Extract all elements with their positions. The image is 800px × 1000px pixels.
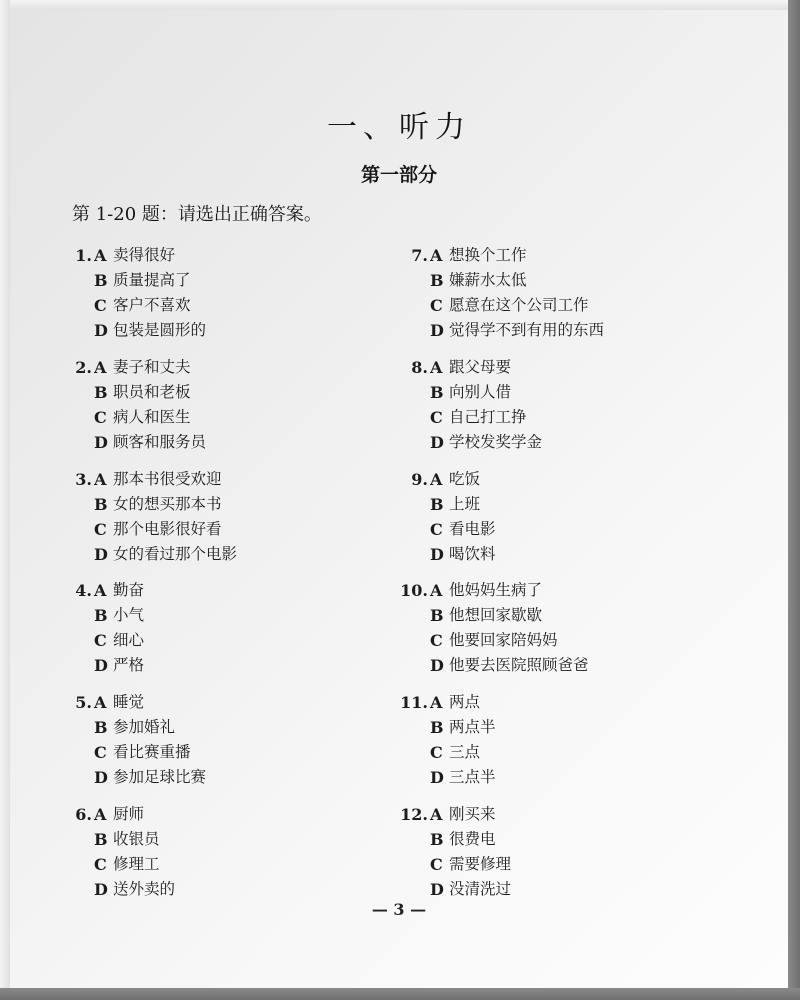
option-text: 学校发奖学金 [449, 433, 543, 451]
option-text: 他要去医院照顾爸爸 [449, 656, 589, 674]
option-text: 三点 [449, 743, 481, 761]
option-text: 病人和医生 [113, 408, 191, 426]
option-letter: D [94, 321, 108, 340]
option-letter: C [94, 296, 107, 315]
option-letter: A [94, 246, 107, 265]
option-letter: A [430, 693, 443, 712]
option-letter: A [94, 470, 107, 489]
option-text: 妻子和丈夫 [113, 358, 191, 376]
instruction-text: 第 1-20 题：请选出正确答案。 [72, 204, 322, 225]
option-letter: D [94, 768, 108, 787]
option-text: 愿意在这个公司工作 [449, 296, 589, 314]
option-letter: B [94, 830, 108, 849]
question-number: 12. [400, 805, 428, 824]
option-text: 没清洗过 [449, 880, 512, 898]
option-text: 严格 [113, 656, 145, 674]
option-letter: C [430, 855, 443, 874]
question-number: 11. [400, 693, 428, 712]
option-letter: C [430, 408, 443, 427]
option-letter: C [94, 855, 107, 874]
option-text: 看比赛重播 [113, 743, 191, 761]
option-text: 想换个工作 [449, 246, 527, 264]
option-letter: C [430, 296, 443, 315]
option-letter: C [430, 631, 443, 650]
question-number: 5. [75, 693, 92, 712]
option-letter: B [94, 271, 108, 290]
option-letter: C [430, 743, 443, 762]
option-letter: B [430, 830, 444, 849]
option-text: 厨师 [113, 805, 145, 823]
option-text: 觉得学不到有用的东西 [449, 321, 605, 339]
option-letter: D [94, 433, 108, 452]
option-text: 他要回家陪妈妈 [449, 631, 558, 649]
page-number: — 3 — [371, 900, 427, 919]
option-text: 睡觉 [113, 693, 145, 711]
option-text: 职员和老板 [113, 383, 191, 401]
question-number: 4. [75, 581, 92, 600]
option-text: 嫌薪水太低 [449, 271, 527, 289]
option-text: 吃饭 [449, 470, 481, 488]
option-letter: A [94, 805, 107, 824]
option-letter: D [430, 545, 444, 564]
option-text: 他妈妈生病了 [449, 581, 543, 599]
option-text: 勤奋 [113, 581, 145, 599]
option-letter: C [94, 743, 107, 762]
option-text: 需要修理 [449, 855, 512, 873]
option-text: 很费电 [449, 830, 496, 848]
option-text: 女的看过那个电影 [113, 545, 238, 563]
option-text: 客户不喜欢 [113, 296, 191, 314]
option-text: 上班 [449, 495, 481, 513]
option-text: 两点半 [449, 718, 496, 736]
option-text: 喝饮料 [449, 545, 496, 563]
option-letter: B [94, 606, 108, 625]
option-text: 三点半 [449, 768, 496, 786]
option-text: 修理工 [113, 855, 160, 873]
option-text: 那本书很受欢迎 [113, 470, 222, 488]
question-number: 6. [75, 805, 92, 824]
option-letter: B [430, 606, 444, 625]
option-text: 跟父母要 [449, 358, 512, 376]
option-letter: A [430, 358, 443, 377]
question-number: 9. [411, 470, 428, 489]
option-letter: D [430, 433, 444, 452]
option-letter: B [94, 383, 108, 402]
option-text: 送外卖的 [113, 880, 176, 898]
option-letter: C [94, 408, 107, 427]
option-letter: D [430, 880, 444, 899]
option-letter: B [94, 718, 108, 737]
frame-edge-bottom [0, 988, 800, 1000]
question-number: 3. [75, 470, 92, 489]
option-text: 他想回家歇歇 [449, 606, 543, 624]
option-text: 看电影 [449, 520, 496, 538]
option-text: 女的想买那本书 [113, 495, 222, 513]
option-letter: B [430, 495, 444, 514]
part-title: 第一部分 [360, 164, 437, 186]
section-title: 一、听力 [327, 110, 471, 145]
option-letter: A [94, 358, 107, 377]
option-text: 那个电影很好看 [113, 520, 222, 538]
option-text: 顾客和服务员 [113, 433, 207, 451]
option-text: 质量提高了 [113, 271, 191, 289]
option-text: 收银员 [113, 830, 160, 848]
option-letter: D [94, 545, 108, 564]
option-text: 卖得很好 [113, 246, 176, 264]
option-letter: A [430, 470, 443, 489]
option-text: 两点 [449, 693, 481, 711]
option-text: 自己打工挣 [449, 408, 527, 426]
option-letter: A [94, 581, 107, 600]
question-number: 2. [75, 358, 92, 377]
option-letter: D [430, 768, 444, 787]
option-letter: D [94, 656, 108, 675]
question-number: 7. [411, 246, 428, 265]
option-text: 小气 [113, 606, 145, 624]
frame-edge-right [788, 0, 800, 1000]
option-letter: A [430, 246, 443, 265]
option-letter: A [430, 581, 443, 600]
option-letter: D [94, 880, 108, 899]
question-number: 1. [75, 246, 92, 265]
exam-page [10, 10, 788, 988]
option-letter: A [430, 805, 443, 824]
option-letter: B [430, 271, 444, 290]
option-letter: B [430, 383, 444, 402]
option-letter: B [94, 495, 108, 514]
option-text: 包装是圆形的 [113, 321, 207, 339]
question-number: 10. [400, 581, 428, 600]
option-letter: D [430, 321, 444, 340]
frame-edge-left [0, 0, 10, 1000]
frame-edge-top [0, 0, 800, 10]
question-number: 8. [411, 358, 428, 377]
option-letter: C [430, 520, 443, 539]
option-letter: C [94, 520, 107, 539]
option-text: 向别人借 [449, 383, 512, 401]
option-letter: B [430, 718, 444, 737]
option-text: 参加足球比赛 [113, 768, 207, 786]
option-letter: D [430, 656, 444, 675]
option-text: 细心 [113, 631, 145, 649]
option-text: 参加婚礼 [113, 718, 176, 736]
option-text: 刚买来 [449, 805, 496, 823]
option-letter: A [94, 693, 107, 712]
option-letter: C [94, 631, 107, 650]
